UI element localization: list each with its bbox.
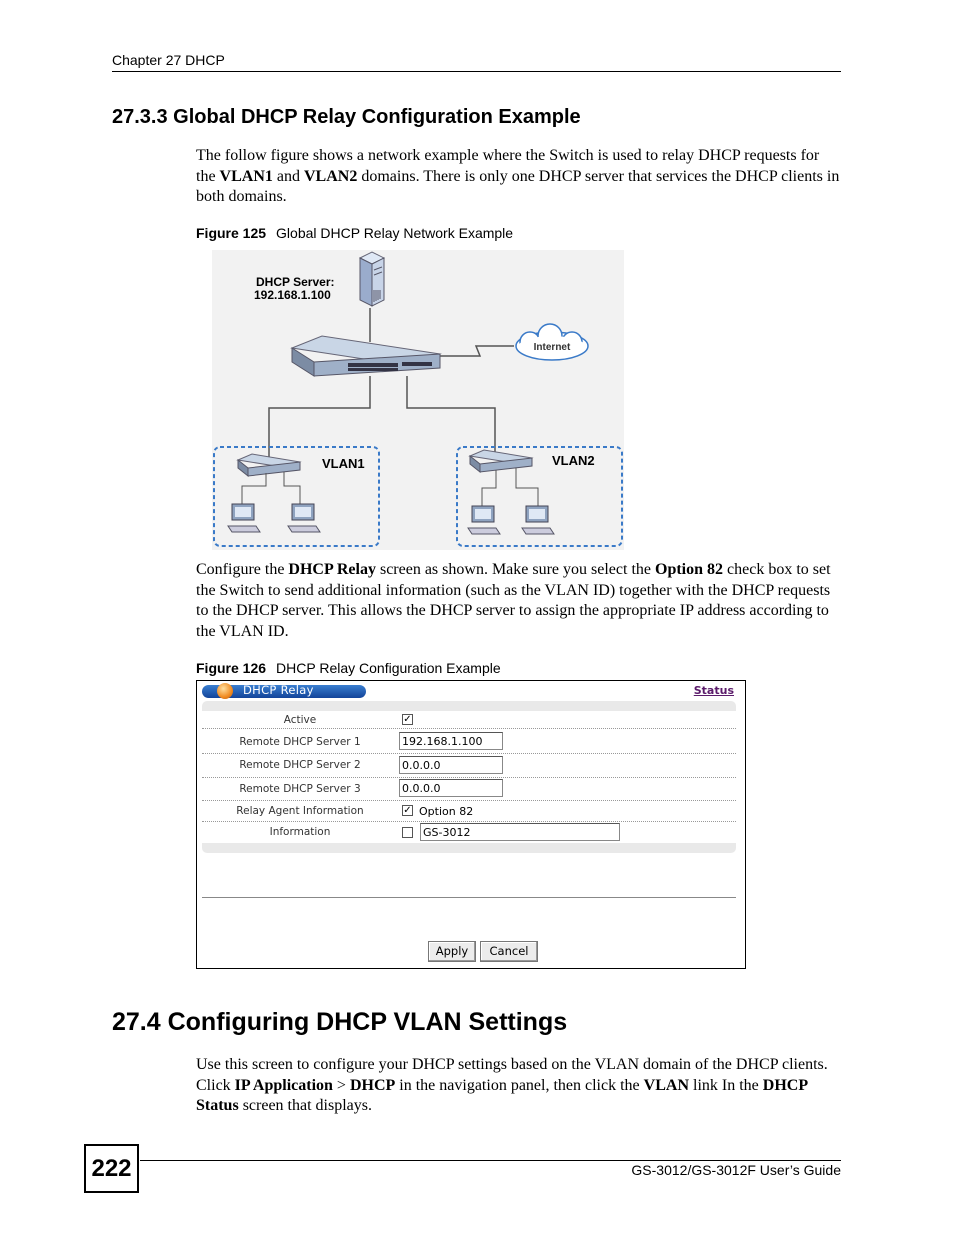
page-number: 222	[84, 1144, 139, 1193]
section-heading: 27.3.3 Global DHCP Relay Configuration Example	[112, 106, 581, 128]
button-divider	[202, 897, 736, 898]
server3-input[interactable]: 0.0.0.0	[399, 779, 503, 797]
intro-paragraph: The follow figure shows a network example where the Switch is used to relay DHCP requests for the VLAN1 and VLAN2 domains. There is only one DHCP server that services the DHCP clients in both domains.	[196, 147, 840, 205]
information-label: Information	[269, 826, 331, 838]
network-diagram	[212, 250, 624, 550]
cancel-button[interactable]: Cancel	[480, 941, 538, 962]
internet-label: Internet	[533, 342, 571, 353]
relay-agent-label: Relay Agent Information	[236, 805, 364, 817]
title-orb-icon	[217, 683, 233, 699]
option82-checkbox[interactable]: ✓	[403, 805, 412, 816]
server1-input[interactable]: 192.168.1.100	[399, 732, 503, 750]
running-header: Chapter 27 DHCP	[112, 52, 225, 68]
information-input[interactable]: GS-3012	[420, 823, 620, 841]
header-divider	[112, 71, 841, 72]
guide-title: GS-3012/GS-3012F User’s Guide	[631, 1162, 841, 1178]
information-checkbox[interactable]	[402, 827, 413, 838]
section-heading-27-4: 27.4 Configuring DHCP VLAN Settings	[112, 1008, 568, 1036]
server-label: DHCP Server:	[256, 275, 335, 289]
figure-126-caption: Figure 126 DHCP Relay Configuration Example	[196, 660, 501, 676]
figure-125-caption: Figure 125 Global DHCP Relay Network Example	[196, 225, 514, 241]
panel-bottom-band	[202, 843, 736, 853]
apply-button[interactable]: Apply	[428, 941, 476, 962]
server-ip: 192.168.1.100	[254, 288, 331, 302]
status-link[interactable]: Status	[693, 684, 734, 697]
dhcp-server-icon	[360, 252, 384, 306]
configure-paragraph: Configure the DHCP Relay screen as shown. Make sure you select the Option 82 check box to set the Switch to send additional information (such as the VLAN ID) together with the DHCP requests to the DHCP server. This allows the DHCP server to assign the appropriate IP address according to the VLAN ID.	[196, 561, 831, 640]
server1-label: Remote DHCP Server 1	[239, 736, 361, 748]
dhcp-relay-screen	[196, 680, 746, 969]
active-checkbox[interactable]: ✓	[403, 714, 412, 725]
vlan-settings-paragraph: Use this screen to configure your DHCP settings based on the VLAN domain of the DHCP clients. Click IP Application > DHCP in the navigation panel, then click the VLAN link In the DHCP Status screen that displays.	[196, 1056, 828, 1114]
panel-top-band	[202, 701, 736, 711]
footer-divider	[140, 1160, 841, 1161]
option82-label: Option 82	[419, 805, 474, 818]
server2-input[interactable]: 0.0.0.0	[399, 756, 503, 774]
vlan1-label: VLAN1	[322, 456, 365, 471]
screen-title: DHCP Relay	[243, 683, 314, 697]
server3-label: Remote DHCP Server 3	[239, 783, 361, 795]
active-label: Active	[283, 714, 317, 726]
server2-label: Remote DHCP Server 2	[239, 759, 361, 771]
vlan2-label: VLAN2	[552, 453, 595, 468]
